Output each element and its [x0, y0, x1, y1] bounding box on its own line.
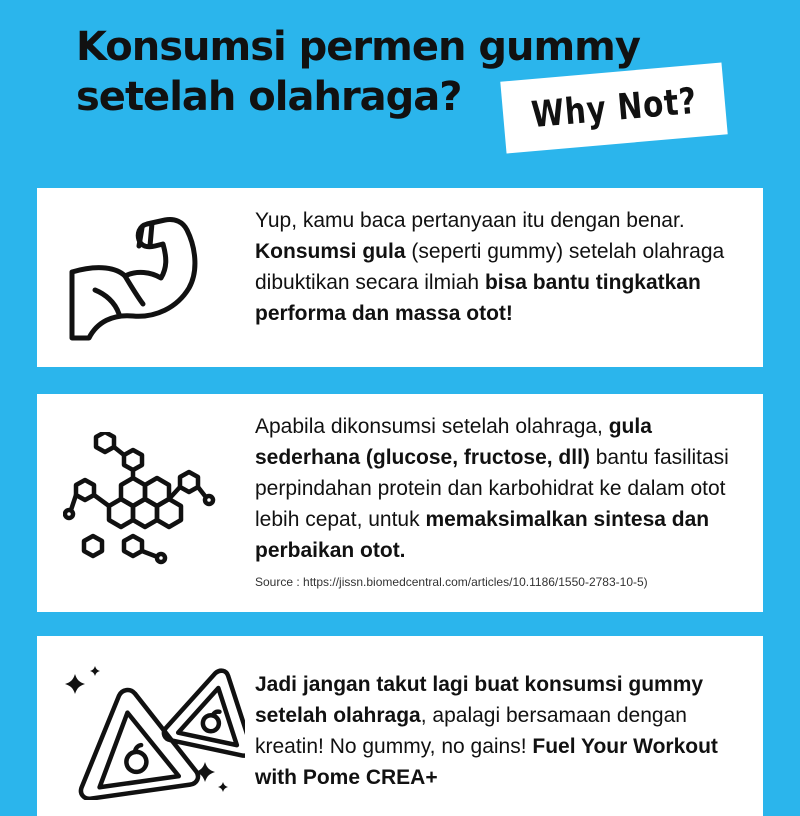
flexed-arm-icon	[69, 210, 209, 345]
body-text: bantu fasilitasi perpindahan protein dan karbohidrat ke dalam otot lebih cepat, untuk	[255, 446, 729, 531]
title-line-2: setelah olahraga?	[76, 74, 462, 120]
body-text: (seperti gummy) setelah olahraga dibuktikan secara ilmiah	[255, 240, 725, 294]
card-text	[255, 669, 755, 793]
emphasis-text: Jadi jangan takut lagi buat konsumsi gummy setelah olahraga	[255, 673, 704, 727]
emphasis-text: memaksimalkan sintesa dan perbaikan otot.	[255, 508, 710, 562]
gummy-candy-icon	[65, 662, 245, 800]
card-text	[255, 411, 755, 566]
body-text: Yup, kamu baca pertanyaan itu dengan benar.	[255, 209, 685, 232]
molecule-icon	[63, 432, 223, 572]
body-text: , apalagi bersamaan dengan kreatin! No gummy, no gains!	[255, 704, 687, 758]
emphasis-text: gula sederhana (glucose, fructose, dll)	[255, 415, 652, 469]
emphasis-text: bisa bantu tingkatkan performa dan massa otot!	[255, 271, 701, 325]
body-text: Apabila dikonsumsi setelah olahraga,	[255, 415, 609, 438]
title-line-1: Konsumsi permen gummy	[76, 24, 640, 70]
badge-label: Why Not?	[529, 80, 699, 136]
emphasis-text: Fuel Your Workout with Pome CREA+	[255, 735, 718, 789]
info-card-molecule	[37, 394, 763, 612]
card-text	[255, 205, 755, 329]
source-citation: Source : https://jissn.biomedcentral.com/articles/10.1186/1550-2783-10-5)	[255, 575, 648, 589]
info-card-gummy	[37, 636, 763, 816]
emphasis-text: Konsumsi gula	[255, 240, 406, 263]
info-card-muscle	[37, 188, 763, 367]
